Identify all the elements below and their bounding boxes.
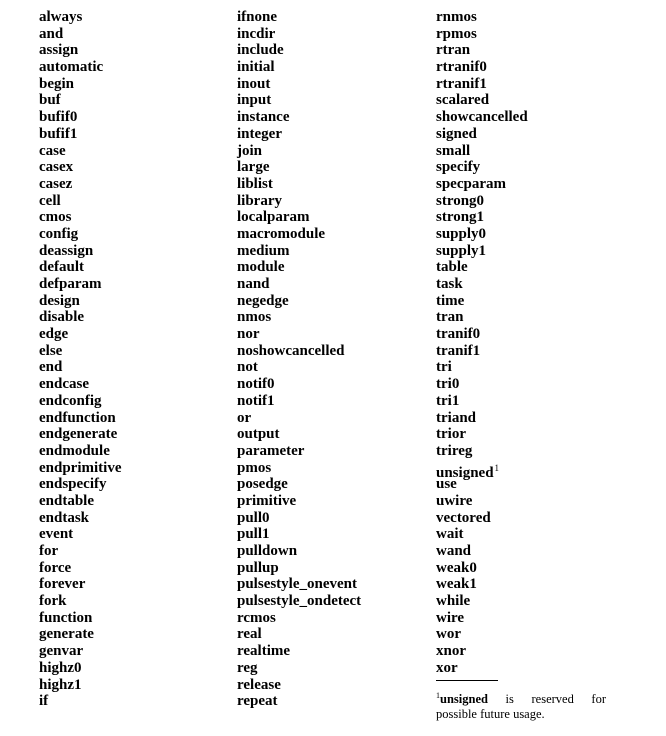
keyword-text: not	[237, 359, 258, 376]
keyword-text: casez	[39, 175, 73, 192]
keyword-text: cell	[39, 192, 61, 209]
keyword-item	[39, 376, 122, 393]
keyword-item	[436, 126, 528, 143]
keyword-text: tranif0	[436, 326, 481, 343]
keyword-text: function	[39, 609, 93, 626]
keyword-item	[237, 176, 361, 193]
keyword-item	[39, 543, 122, 560]
keyword-text: fork	[39, 593, 67, 610]
keyword-item	[237, 443, 361, 460]
keyword-item	[237, 410, 361, 427]
keyword-item	[39, 410, 122, 427]
keyword-text: notif1	[237, 392, 275, 409]
keyword-text: highz0	[39, 659, 82, 676]
keyword-text: edge	[39, 326, 69, 343]
keyword-text: pmos	[237, 459, 272, 476]
keyword-item	[436, 460, 528, 481]
keyword-item	[237, 493, 361, 510]
keyword-item	[39, 76, 122, 93]
keyword-text: repeat	[237, 693, 278, 710]
keyword-item	[237, 376, 361, 393]
keyword-item	[237, 9, 361, 26]
keyword-item	[39, 143, 122, 160]
keyword-text: wire	[436, 609, 465, 626]
keyword-item	[436, 42, 528, 59]
keyword-text: initial	[237, 59, 275, 76]
footnote-keyword: unsigned	[440, 692, 488, 706]
keyword-text: casex	[39, 159, 74, 176]
keyword-item	[39, 493, 122, 510]
keyword-text: trireg	[436, 442, 473, 459]
keyword-text: pullup	[237, 559, 279, 576]
keyword-item	[39, 243, 122, 260]
keyword-text: forever	[39, 576, 86, 593]
keyword-item	[436, 193, 528, 210]
keyword-item	[436, 376, 528, 393]
keyword-text: assign	[39, 42, 79, 59]
keyword-item	[39, 209, 122, 226]
keyword-text: endtask	[39, 509, 90, 526]
keyword-text: integer	[237, 125, 282, 142]
keyword-item	[237, 143, 361, 160]
keyword-text: endfunction	[39, 409, 116, 426]
keyword-text: event	[39, 526, 74, 543]
keyword-item	[237, 610, 361, 627]
keyword-item	[39, 526, 122, 543]
keyword-item	[39, 193, 122, 210]
keyword-item	[436, 660, 528, 677]
footnote-reference: 1	[494, 462, 500, 473]
keyword-item	[39, 293, 122, 310]
footnote-text: is reserved for possible future usage.	[436, 692, 606, 721]
keyword-text: default	[39, 259, 84, 276]
keyword-text: negedge	[237, 292, 289, 309]
keyword-text: pulldown	[237, 543, 298, 559]
keyword-text: rtranif0	[436, 59, 487, 76]
keyword-item	[436, 526, 528, 543]
keyword-item	[237, 643, 361, 660]
keyword-item	[39, 593, 122, 610]
keyword-item	[39, 159, 122, 176]
keyword-item	[237, 677, 361, 694]
keyword-item	[436, 543, 528, 560]
keyword-text: and	[39, 25, 64, 42]
keyword-column-3	[436, 9, 528, 677]
keyword-item	[436, 293, 528, 310]
keyword-item	[237, 159, 361, 176]
keyword-item	[39, 660, 122, 677]
keyword-text: for	[39, 543, 59, 559]
keyword-item	[237, 59, 361, 76]
keyword-text: tran	[436, 309, 464, 326]
keyword-item	[436, 560, 528, 577]
keyword-item	[436, 343, 528, 360]
keyword-item	[436, 393, 528, 410]
keyword-item	[436, 243, 528, 260]
keyword-text: rpmos	[436, 25, 477, 42]
keyword-text: endprimitive	[39, 459, 122, 476]
keyword-text: release	[237, 676, 281, 693]
keyword-item	[39, 510, 122, 527]
keyword-item	[39, 643, 122, 660]
keyword-item	[39, 460, 122, 477]
keyword-text: parameter	[237, 442, 305, 459]
keyword-item	[436, 26, 528, 43]
keyword-text: specparam	[436, 175, 506, 192]
keyword-text: inout	[237, 75, 271, 92]
footnote	[436, 688, 606, 722]
keyword-text: supply1	[436, 242, 487, 259]
keyword-item	[237, 460, 361, 477]
keyword-text: vectored	[436, 509, 491, 526]
footnote-divider	[436, 680, 498, 681]
keyword-text: rtran	[436, 42, 471, 59]
keyword-item	[39, 276, 122, 293]
keyword-text: tri0	[436, 376, 460, 393]
keyword-item	[436, 92, 528, 109]
keyword-item	[237, 26, 361, 43]
keyword-text: tranif1	[436, 342, 481, 359]
keyword-text: strong0	[436, 192, 485, 209]
keyword-item	[39, 343, 122, 360]
keyword-item	[436, 593, 528, 610]
keyword-text: xor	[436, 659, 458, 676]
keyword-text: endgenerate	[39, 426, 118, 443]
keyword-item	[39, 426, 122, 443]
keyword-text: trior	[436, 426, 466, 443]
keyword-text: bufif1	[39, 125, 78, 142]
keyword-text: end	[39, 359, 63, 376]
keyword-text: rnmos	[436, 9, 477, 25]
keyword-item	[436, 576, 528, 593]
keyword-item	[237, 576, 361, 593]
keyword-item	[436, 109, 528, 126]
keyword-text: incdir	[237, 25, 276, 42]
keyword-item	[39, 443, 122, 460]
keyword-item	[436, 309, 528, 326]
keyword-text: unsigned	[436, 464, 494, 481]
keyword-item	[39, 59, 122, 76]
keyword-text: rtranif1	[436, 75, 487, 92]
keyword-item	[436, 176, 528, 193]
keyword-text: include	[237, 42, 284, 59]
footnote-mark: 1	[436, 691, 440, 700]
keyword-text: module	[237, 259, 285, 276]
keyword-item	[39, 42, 122, 59]
keyword-item	[39, 626, 122, 643]
keyword-item	[237, 426, 361, 443]
keyword-text: weak0	[436, 559, 477, 576]
keyword-text: bufif0	[39, 109, 78, 126]
keyword-text: ifnone	[237, 9, 278, 25]
keyword-text: or	[237, 409, 252, 426]
keyword-text: deassign	[39, 242, 94, 259]
keyword-item	[39, 9, 122, 26]
keyword-item	[237, 476, 361, 493]
keyword-item	[39, 126, 122, 143]
keyword-item	[237, 343, 361, 360]
keyword-text: endconfig	[39, 392, 102, 409]
keyword-item	[436, 159, 528, 176]
keyword-text: highz1	[39, 676, 82, 693]
keyword-text: liblist	[237, 175, 273, 192]
keyword-item	[39, 259, 122, 276]
keyword-item	[237, 226, 361, 243]
keyword-text: endmodule	[39, 442, 110, 459]
keyword-item	[39, 560, 122, 577]
keyword-text: signed	[436, 125, 477, 142]
keyword-item	[237, 209, 361, 226]
keyword-item	[436, 9, 528, 26]
keyword-item	[436, 76, 528, 93]
keyword-item	[436, 276, 528, 293]
keyword-text: time	[436, 292, 465, 309]
keyword-text: pulsestyle_ondetect	[237, 593, 362, 610]
keyword-item	[237, 109, 361, 126]
keyword-text: instance	[237, 109, 290, 126]
keyword-text: strong1	[436, 209, 485, 226]
keyword-text: wor	[436, 626, 461, 643]
keyword-text: begin	[39, 75, 75, 92]
keyword-item	[39, 226, 122, 243]
keyword-item	[237, 560, 361, 577]
keyword-text: always	[39, 9, 83, 25]
keyword-item	[436, 426, 528, 443]
keyword-text: pulsestyle_onevent	[237, 576, 357, 593]
keyword-item	[436, 410, 528, 427]
keyword-text: nmos	[237, 309, 272, 326]
keyword-item	[436, 493, 528, 510]
keyword-text: tri	[436, 359, 452, 376]
keyword-item	[436, 610, 528, 627]
keyword-item	[237, 510, 361, 527]
keyword-text: library	[237, 192, 282, 209]
keyword-text: small	[436, 142, 471, 159]
keyword-item	[237, 243, 361, 260]
keyword-item	[237, 293, 361, 310]
keyword-item	[237, 92, 361, 109]
keyword-text: defparam	[39, 276, 102, 292]
keyword-column-1	[39, 9, 122, 710]
keyword-text: specify	[436, 159, 481, 176]
keyword-item	[237, 526, 361, 543]
keyword-text: pull0	[237, 509, 270, 526]
keyword-item	[436, 259, 528, 276]
keyword-item	[237, 326, 361, 343]
keyword-item	[237, 193, 361, 210]
keyword-text: nor	[237, 326, 260, 343]
keyword-text: use	[436, 476, 457, 493]
keyword-item	[436, 226, 528, 243]
keyword-item	[39, 176, 122, 193]
keyword-item	[237, 393, 361, 410]
keyword-text: while	[436, 593, 471, 610]
keyword-text: uwire	[436, 492, 473, 509]
keyword-text: output	[237, 426, 280, 443]
keyword-text: if	[39, 693, 49, 710]
keyword-item	[436, 326, 528, 343]
keyword-text: localparam	[237, 209, 310, 226]
keyword-text: triand	[436, 409, 477, 426]
keyword-item	[237, 126, 361, 143]
keyword-text: endtable	[39, 492, 95, 509]
keyword-item	[39, 693, 122, 710]
keyword-text: pull1	[237, 526, 270, 543]
keyword-text: medium	[237, 242, 290, 259]
keyword-text: endcase	[39, 376, 89, 393]
keyword-text: automatic	[39, 59, 104, 76]
keyword-text: scalared	[436, 92, 490, 109]
keyword-text: force	[39, 559, 72, 576]
keyword-text: join	[237, 142, 263, 159]
keyword-item	[237, 259, 361, 276]
keyword-item	[436, 443, 528, 460]
keyword-text: xnor	[436, 643, 466, 660]
keyword-item	[237, 276, 361, 293]
keyword-text: reg	[237, 659, 258, 676]
keyword-item	[237, 42, 361, 59]
keyword-text: wand	[436, 543, 472, 559]
keyword-text: table	[436, 259, 468, 276]
keyword-text: input	[237, 92, 272, 109]
keyword-item	[39, 576, 122, 593]
keyword-text: realtime	[237, 643, 291, 660]
keyword-item	[237, 693, 361, 710]
keyword-text: primitive	[237, 492, 297, 509]
keyword-text: case	[39, 142, 66, 159]
keyword-text: cmos	[39, 209, 72, 226]
keyword-item	[237, 359, 361, 376]
keyword-text: nand	[237, 276, 270, 292]
keyword-text: supply0	[436, 225, 487, 242]
keyword-text: real	[237, 626, 262, 643]
keyword-text: tri1	[436, 392, 460, 409]
keyword-item	[39, 109, 122, 126]
keyword-item	[237, 626, 361, 643]
keyword-text: notif0	[237, 376, 275, 393]
keyword-item	[39, 677, 122, 694]
keyword-item	[39, 393, 122, 410]
keyword-text: showcancelled	[436, 109, 528, 126]
keyword-item	[436, 209, 528, 226]
keyword-item	[39, 309, 122, 326]
keyword-item	[436, 359, 528, 376]
keyword-text: wait	[436, 526, 464, 543]
keyword-text: large	[237, 159, 270, 176]
keyword-text: config	[39, 225, 79, 242]
keyword-item	[39, 610, 122, 627]
keyword-text: genvar	[39, 643, 84, 660]
keyword-item	[39, 92, 122, 109]
keyword-item	[436, 626, 528, 643]
keyword-text: noshowcancelled	[237, 342, 345, 359]
keyword-item	[237, 593, 361, 610]
keyword-item	[237, 543, 361, 560]
keyword-text: rcmos	[237, 609, 276, 626]
keyword-text: disable	[39, 309, 85, 326]
keyword-item	[39, 326, 122, 343]
keyword-item	[39, 359, 122, 376]
keyword-text: buf	[39, 92, 61, 109]
keyword-item	[436, 143, 528, 160]
keyword-item	[436, 643, 528, 660]
keyword-text: weak1	[436, 576, 477, 593]
keyword-text: design	[39, 292, 80, 309]
keyword-item	[237, 660, 361, 677]
keyword-item	[237, 76, 361, 93]
keyword-item	[436, 510, 528, 527]
keyword-text: else	[39, 342, 63, 359]
keyword-item	[39, 26, 122, 43]
keyword-text: macromodule	[237, 225, 326, 242]
keyword-text: task	[436, 276, 463, 292]
keyword-text: generate	[39, 626, 94, 643]
keyword-item	[436, 59, 528, 76]
keyword-text: posedge	[237, 476, 288, 493]
keyword-text: endspecify	[39, 476, 107, 493]
keyword-column-2	[237, 9, 361, 710]
keyword-item	[39, 476, 122, 493]
keyword-item	[237, 309, 361, 326]
